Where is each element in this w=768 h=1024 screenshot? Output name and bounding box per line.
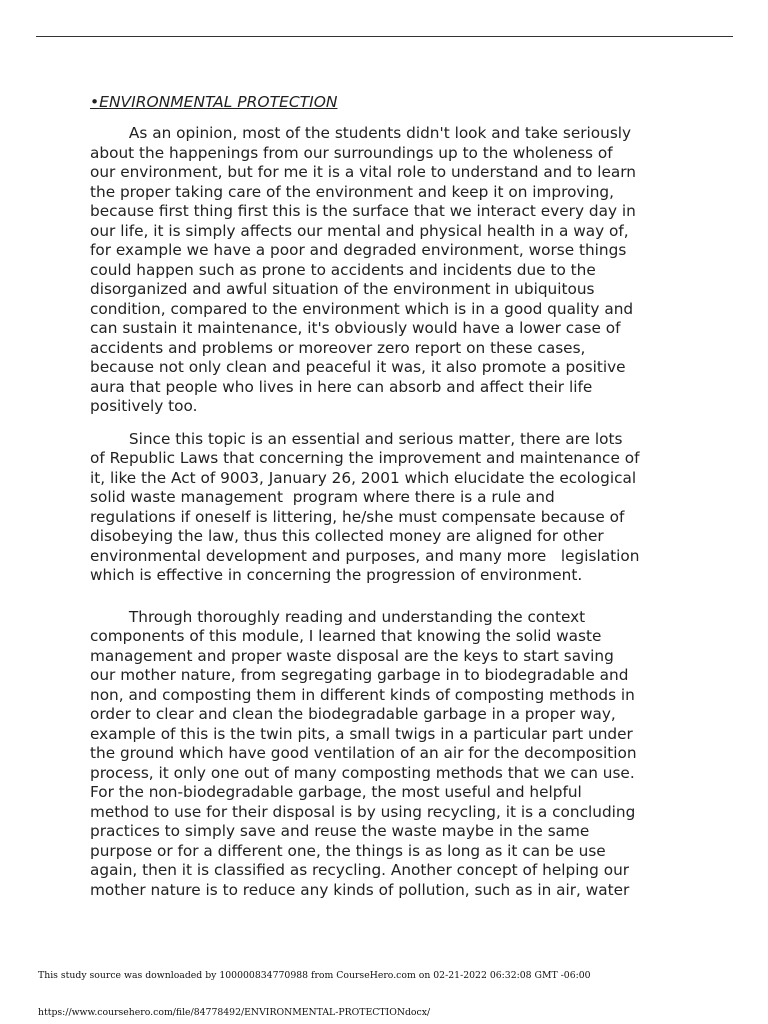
paragraph-3 bbox=[90, 608, 690, 901]
paragraph-line: accidents and problems or moreover zero report on these cases, bbox=[90, 338, 586, 357]
paragraph-line: our mother nature, from segregating garbage in to biodegradable and bbox=[90, 666, 629, 684]
top-divider bbox=[36, 36, 733, 37]
paragraph-line: practices to simply save and reuse the waste maybe in the same bbox=[90, 822, 590, 840]
paragraph-line: can sustain it maintenance, it's obviously would have a lower case of bbox=[90, 319, 621, 337]
paragraph-line: the proper taking care of the environment and keep it on improving, bbox=[90, 182, 614, 201]
paragraph-line: it, like the Act of 9003, January 26, 2001 which elucidate the ecological bbox=[90, 468, 637, 487]
paragraph-line: of Republic Laws that concerning the improvement and maintenance of bbox=[90, 449, 640, 467]
document-body bbox=[90, 92, 690, 913]
paragraph-line: disobeying the law, thus this collected money are aligned for other bbox=[90, 527, 604, 545]
paragraph-line: Through thoroughly reading and understanding the context bbox=[90, 607, 586, 626]
paragraph-line: our environment, but for me it is a vital role to understand and to learn bbox=[90, 163, 636, 181]
section-heading bbox=[90, 92, 690, 112]
paragraph-line: about the happenings from our surroundings up to the wholeness of bbox=[90, 143, 613, 162]
paragraph-line: for example we have a poor and degraded environment, worse things bbox=[90, 241, 627, 259]
heading-bullet: • bbox=[90, 93, 100, 111]
paragraph-line: positively too. bbox=[90, 397, 198, 415]
paragraph-line: aura that people who lives in here can absorb and affect their life bbox=[90, 377, 593, 396]
paragraph-line: disorganized and awful situation of the environment in ubiquitous bbox=[90, 280, 595, 298]
paragraph-line: could happen such as prone to accidents and incidents due to the bbox=[90, 260, 596, 279]
heading-title: ENVIRONMENTAL PROTECTION bbox=[99, 93, 338, 111]
paragraph-line: order to clear and clean the biodegradable garbage in a proper way, bbox=[90, 705, 616, 723]
paragraph-1 bbox=[90, 124, 690, 417]
paragraph-line: because first thing first this is the surface that we interact every day in bbox=[90, 202, 636, 220]
paragraph-line: management and proper waste disposal are the keys to start saving bbox=[90, 646, 614, 665]
paragraph-line: solid waste management program where there is a rule and bbox=[90, 488, 555, 506]
paragraph-2 bbox=[90, 430, 690, 586]
paragraph-line: components of this module, I learned that knowing the solid waste bbox=[90, 627, 602, 645]
paragraph-line: mother nature is to reduce any kinds of pollution, such as in air, water bbox=[90, 880, 630, 899]
paragraph-line: method to use for their disposal is by using recycling, it is a concluding bbox=[90, 802, 636, 821]
paragraph-line: Since this topic is an essential and serious matter, there are lots bbox=[90, 429, 623, 448]
paragraph-line: regulations if oneself is littering, he/she must compensate because of bbox=[90, 507, 625, 526]
paragraph-line: which is effective in concerning the progression of environment. bbox=[90, 566, 583, 584]
paragraph-line: because not only clean and peaceful it was, it also promote a positive bbox=[90, 358, 626, 376]
paragraph-line: the ground which have good ventilation of an air for the decomposition bbox=[90, 744, 637, 762]
paragraph-line: environmental development and purposes, and many more legislation bbox=[90, 546, 640, 565]
download-source-notice: This study source was downloaded by 100000834770988 from CourseHero.com on 02-21-2022 06:32:08 GMT -06:00 bbox=[38, 970, 591, 981]
paragraph-line: As an opinion, most of the students didn't look and take seriously bbox=[90, 124, 632, 142]
source-url[interactable]: https://www.coursehero.com/file/84778492/ENVIRONMENTAL-PROTECTIONdocx/ bbox=[38, 1007, 431, 1018]
paragraph-line: again, then it is classified as recycling. Another concept of helping our bbox=[90, 861, 630, 879]
paragraph-line: purpose or for a different one, the things is as long as it can be use bbox=[90, 841, 606, 860]
paragraph-line: condition, compared to the environment which is in a good quality and bbox=[90, 299, 634, 318]
paragraph-line: example of this is the twin pits, a small twigs in a particular part under bbox=[90, 724, 633, 743]
paragraph-line: non, and composting them in different kinds of composting methods in bbox=[90, 685, 635, 704]
paragraph-line: our life, it is simply affects our mental and physical health in a way of, bbox=[90, 221, 629, 240]
paragraph-line: process, it only one out of many composting methods that we can use. bbox=[90, 763, 635, 782]
paragraph-line: For the non-biodegradable garbage, the most useful and helpful bbox=[90, 783, 582, 801]
